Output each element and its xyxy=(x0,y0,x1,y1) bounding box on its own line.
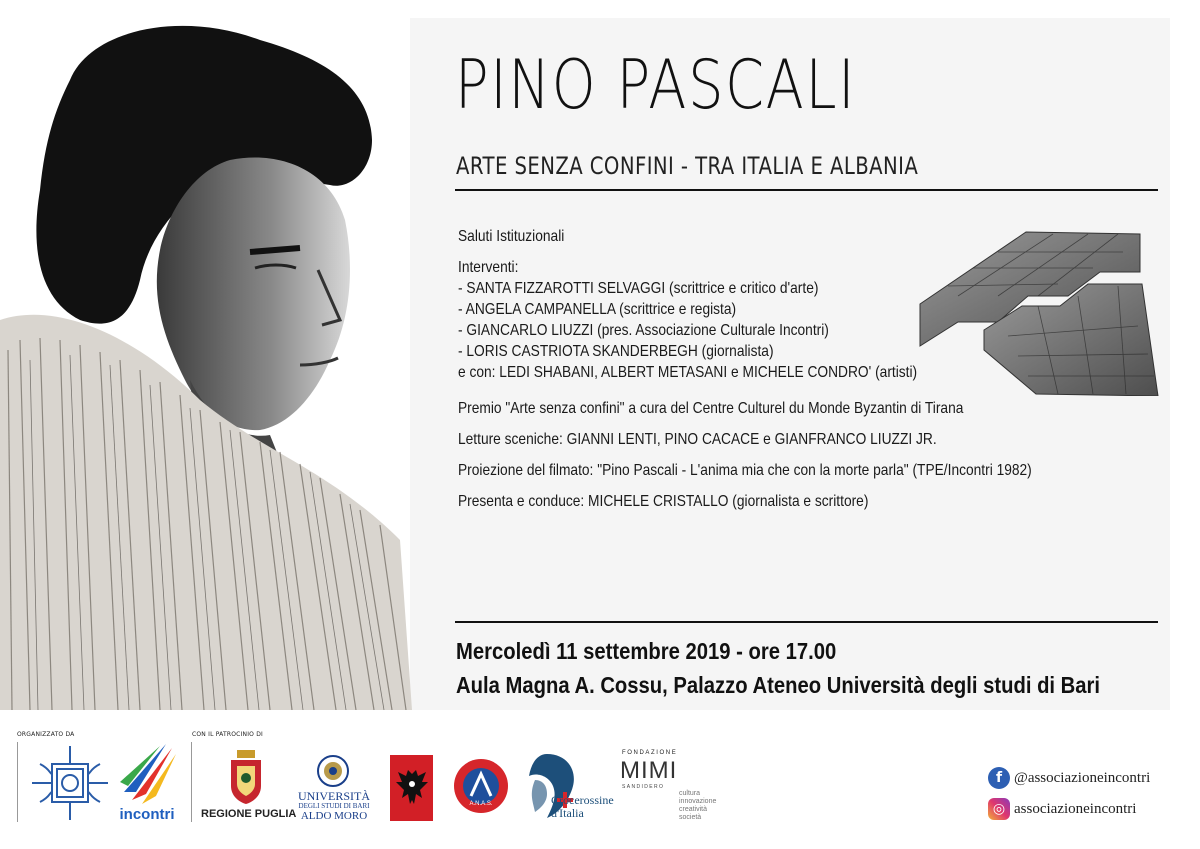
universita-text-line3: ALDO MORO xyxy=(300,810,368,822)
artwork-tiles-image xyxy=(918,226,1160,396)
organized-by-label: ORGANIZZATO DA xyxy=(17,731,75,738)
event-subtitle: ARTE SENZA CONFINI - TRA ITALIA E ALBANIA xyxy=(456,152,919,180)
event-divider xyxy=(455,621,1158,623)
facebook-icon: f xyxy=(988,767,1010,789)
speaker-line: - SANTA FIZZAROTTI SELVAGGI (scrittrice e critico d'arte) xyxy=(458,280,819,297)
instagram-handle-text: associazioneincontri xyxy=(1014,800,1137,817)
universita-text-line1: UNIVERSITÀ xyxy=(298,789,370,803)
mimi-tag-innovazione: innovazione xyxy=(679,798,717,805)
mimi-tag-societa: società xyxy=(679,814,702,821)
universita-text-line2: DEGLI STUDI DI BARI xyxy=(298,802,370,810)
greetings-line: Saluti Istituzionali xyxy=(458,228,565,245)
mimi-foundation-label: FONDAZIONE xyxy=(622,750,678,756)
crocerossine-text-line2: d'Italia xyxy=(551,806,584,820)
event-title: PINO PASCALI xyxy=(455,46,857,125)
incontri-logo-text: incontri xyxy=(119,806,175,823)
artist-portrait xyxy=(0,20,430,710)
speaker-line: - GIANCARLO LIUZZI (pres. Associazione Culturale Incontri) xyxy=(458,322,829,339)
award-line: Premio "Arte senza confini" a cura del Centre Culturel du Monde Byzantin di Tirana xyxy=(458,400,964,417)
artists-line: e con: LEDI SHABANI, ALBERT METASANI e MICHELE CONDRO' (artisti) xyxy=(458,364,918,381)
speaker-line: - ANGELA CAMPANELLA (scrittrice e regista) xyxy=(458,301,737,318)
incontri-logo xyxy=(116,742,178,808)
facebook-handle-text: @associazioneincontri xyxy=(1014,769,1151,786)
albania-eagle-logo xyxy=(390,755,433,821)
readings-line: Letture sceniche: GIANNI LENTI, PINO CACACE e GIANFRANCO LIUZZI JR. xyxy=(458,431,937,448)
host-line: Presenta e conduce: MICHELE CRISTALLO (giornalista e scrittore) xyxy=(458,493,869,510)
anas-logo xyxy=(452,756,510,816)
screening-line: Proiezione del filmato: "Pino Pascali - L'anima mia che con la morte parla" (TPE/Incontri 1982) xyxy=(458,462,1032,479)
crocerossine-text-line1: Crocerossine xyxy=(551,793,614,807)
regione-puglia-crest xyxy=(229,750,263,804)
instagram-handle[interactable] xyxy=(988,798,1136,820)
footer-separator xyxy=(17,742,18,822)
regione-puglia-text: REGIONE PUGLIA xyxy=(201,808,297,820)
mimi-tag-creativita: creatività xyxy=(679,806,708,813)
patronage-label: CON IL PATROCINIO DI xyxy=(192,731,263,738)
footer-separator xyxy=(191,742,192,822)
anas-text: A.N.A.S. xyxy=(469,801,493,807)
universita-bari-seal xyxy=(317,755,349,787)
association-emblem-logo xyxy=(30,744,110,822)
mimi-logo-text: MIMI xyxy=(620,757,678,784)
instagram-icon: ◎ xyxy=(988,798,1010,820)
double-eagle-icon xyxy=(394,768,430,808)
title-divider xyxy=(455,189,1158,191)
mimi-subtitle: SANDIDERO xyxy=(622,784,665,790)
speaker-line: - LORIS CASTRIOTA SKANDERBEGH (giornalista) xyxy=(458,343,774,360)
mimi-tag-cultura: cultura xyxy=(679,790,701,797)
interventions-heading: Interventi: xyxy=(458,259,519,276)
event-venue: Aula Magna A. Cossu, Palazzo Ateneo Università degli studi di Bari xyxy=(456,672,1101,698)
event-date: Mercoledì 11 settembre 2019 - ore 17.00 xyxy=(456,638,837,664)
facebook-handle[interactable] xyxy=(988,767,1150,789)
